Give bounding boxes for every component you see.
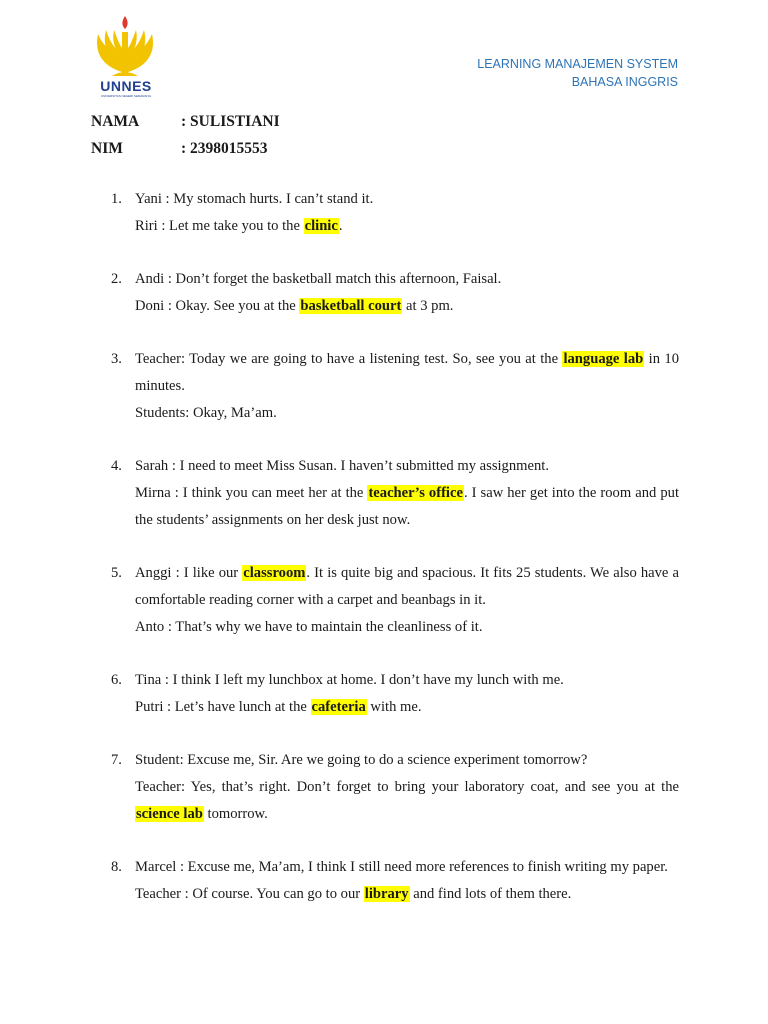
list-item [91, 346, 679, 427]
item-number-text: 1. [111, 191, 122, 207]
highlighted-place: science lab [136, 806, 203, 822]
logo-subtext: UNIVERSITAS NEGERI SEMARANG [100, 94, 152, 98]
name-value: : SULISTIANI [181, 113, 280, 130]
nim-row [91, 135, 280, 162]
dialogue-content [135, 346, 679, 427]
dialogue-text: Anggi : I like our [135, 565, 243, 581]
highlighted-place: clinic [304, 218, 338, 234]
highlighted-place: language lab [563, 351, 644, 367]
highlighted-place: classroom [243, 565, 306, 581]
dialogue-line [135, 453, 679, 480]
dialogue-line [135, 694, 679, 721]
dialogue-text: and find lots of them there. [409, 886, 572, 902]
item-number [91, 747, 135, 828]
dialogue-content [135, 186, 679, 240]
list-item [91, 854, 679, 908]
dialogue-text: . I saw her get into the room and put the students’ assignments on her desk just now. [135, 485, 680, 528]
dialogue-text: Student: Excuse me, Sir. Are we going to do a science experiment tomorrow? [135, 752, 588, 768]
dialogue-text: Teacher : Of course. You can go to our [135, 886, 364, 902]
dialogue-content [135, 453, 679, 534]
dialogue-content [135, 266, 679, 320]
dialogue-line [135, 614, 679, 641]
dialogue-line [135, 480, 679, 534]
item-number-text: 5. [111, 565, 122, 581]
dialogue-content [135, 854, 679, 908]
dialogue-text: Teacher: Today we are going to have a listening test. So, see you at the [135, 351, 563, 367]
student-identity [91, 108, 280, 162]
dialogue-line [135, 881, 679, 908]
dialogue-text: Doni : Okay. See you at the [135, 298, 300, 314]
name-row [91, 108, 280, 135]
dialogue-text: Riri : Let me take you to the [135, 218, 304, 234]
item-number [91, 560, 135, 641]
dialogue-line [135, 213, 679, 240]
item-number-text: 8. [111, 859, 122, 875]
dialogue-content [135, 667, 679, 721]
item-number-text: 6. [111, 672, 122, 688]
dialogue-text: Teacher: Yes, that’s right. Don’t forget to bring your laboratory coat, and see you at the [135, 779, 679, 795]
item-number [91, 266, 135, 320]
list-item [91, 747, 679, 828]
dialogue-text: Marcel : Excuse me, Ma’am, I think I still need more references to finish writing my paper. [135, 859, 668, 875]
dialogue-line [135, 293, 679, 320]
highlighted-place: teacher’s office [368, 485, 463, 501]
dialogue-line [135, 346, 679, 400]
dialogue-line [135, 854, 679, 881]
dialogue-line [135, 400, 679, 427]
item-number-text: 3. [111, 351, 122, 367]
dialogue-text: Mirna : I think you can meet her at the [135, 485, 368, 501]
dialogue-text: Andi : Don’t forget the basketball match this afternoon, Faisal. [135, 271, 502, 287]
header-line-1: LEARNING MANAJEMEN SYSTEM [477, 57, 678, 71]
list-item [91, 186, 679, 240]
list-item [91, 266, 679, 320]
item-number [91, 346, 135, 427]
nim-value: : 2398015553 [181, 140, 268, 157]
highlighted-place: library [364, 886, 409, 902]
item-number [91, 667, 135, 721]
nim-label: NIM [91, 140, 123, 157]
list-item [91, 560, 679, 641]
dialogue-text: with me. [366, 699, 422, 715]
dialogue-line [135, 667, 679, 694]
dialogue-list [91, 186, 679, 934]
dialogue-text: Tina : I think I left my lunchbox at home. I don’t have my lunch with me. [135, 672, 564, 688]
dialogue-text: at 3 pm. [402, 298, 454, 314]
dialogue-text: Putri : Let’s have lunch at the [135, 699, 311, 715]
logo-text: UNNES [100, 78, 152, 94]
item-number-text: 2. [111, 271, 122, 287]
dialogue-content [135, 560, 679, 641]
dialogue-text: Students: Okay, Ma’am. [135, 405, 277, 421]
document-header [477, 55, 678, 91]
list-item [91, 667, 679, 721]
header-line-2: BAHASA INGGRIS [571, 75, 678, 89]
dialogue-text: . It is quite big and spacious. It fits 25 students. We also have a comfortable reading corner with a carpet and beanbags in it. [135, 565, 679, 608]
highlighted-place: basketball court [300, 298, 402, 314]
item-number [91, 453, 135, 534]
dialogue-line [135, 747, 679, 774]
dialogue-content [135, 747, 679, 828]
list-item [91, 453, 679, 534]
dialogue-line [135, 266, 679, 293]
highlighted-place: cafeteria [311, 699, 366, 715]
dialogue-text: tomorrow. [203, 806, 268, 822]
dialogue-text: . [338, 218, 343, 234]
dialogue-text: in 10 minutes. [135, 351, 679, 394]
item-number-text: 7. [111, 752, 122, 768]
item-number-text: 4. [111, 458, 122, 474]
dialogue-line [135, 186, 679, 213]
dialogue-text: Anto : That’s why we have to maintain the cleanliness of it. [135, 619, 483, 635]
dialogue-text: Sarah : I need to meet Miss Susan. I haven’t submitted my assignment. [135, 458, 549, 474]
name-label: NAMA [91, 113, 140, 130]
dialogue-text: Yani : My stomach hurts. I can’t stand it. [135, 191, 374, 207]
item-number [91, 854, 135, 908]
dialogue-line [135, 560, 679, 614]
dialogue-line [135, 774, 679, 828]
item-number [91, 186, 135, 240]
